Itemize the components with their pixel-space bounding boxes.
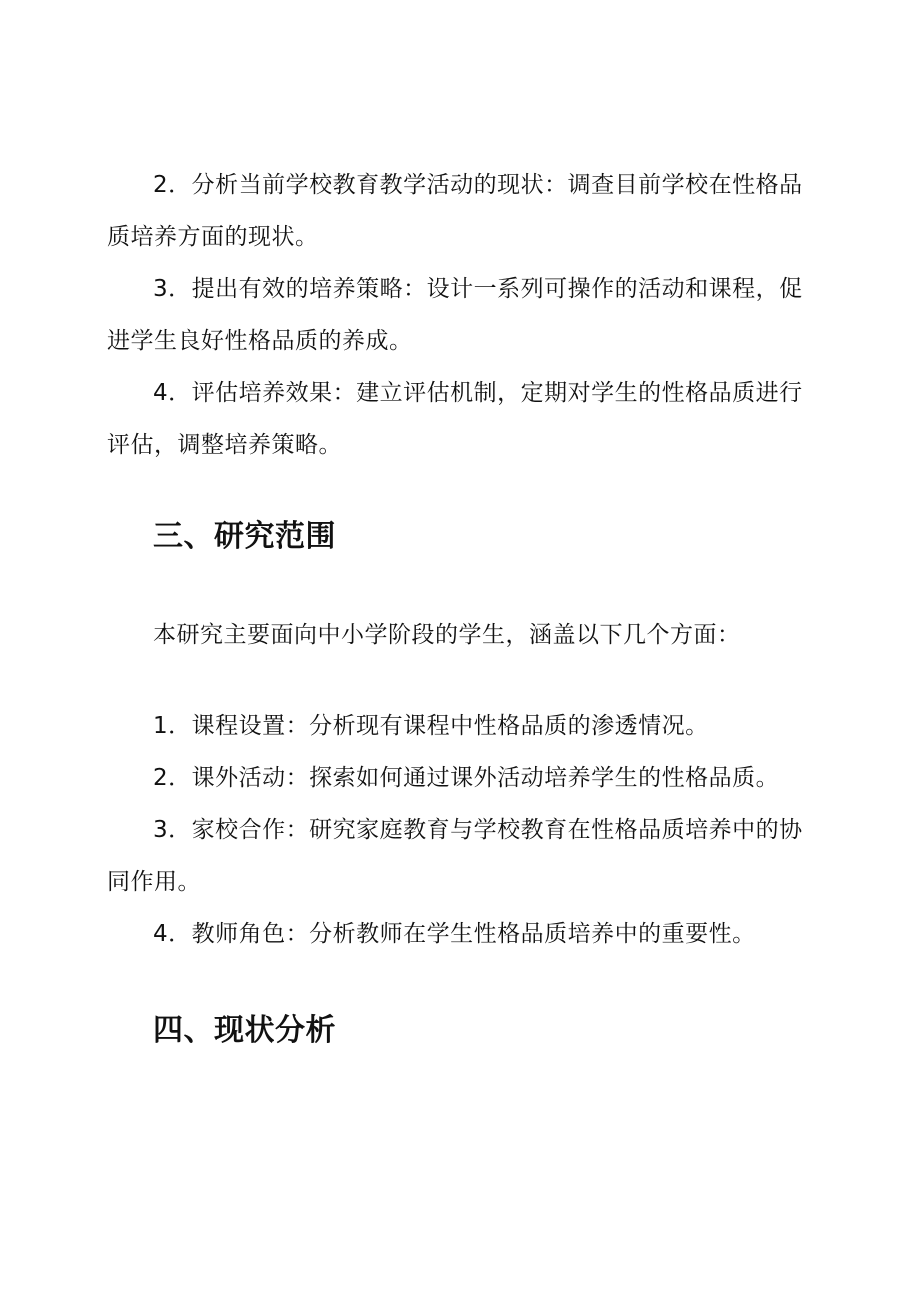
section-intro: 本研究主要面向中小学阶段的学生，涵盖以下几个方面： (153, 622, 741, 648)
scope-item: 1．课程设置：分析现有课程中性格品质的渗透情况。 (153, 713, 709, 739)
scope-item: 2．课外活动：探索如何通过课外活动培养学生的性格品质。 (153, 765, 780, 791)
scope-list (107, 700, 813, 960)
objective-item: 2．分析当前学校教育教学活动的现状：调查目前学校在性格品质培养方面的现状。 (107, 172, 803, 250)
objective-item: 3．提出有效的培养策略：设计一系列可操作的活动和课程，促进学生良好性格品质的养成。 (107, 276, 803, 354)
section-heading-status-analysis: 四、现状分析 (153, 1013, 336, 1048)
section-heading-research-scope: 三、研究范围 (153, 519, 336, 554)
objectives-list (107, 159, 813, 471)
objective-item: 4．评估培养效果：建立评估机制，定期对学生的性格品质进行评估，调整培养策略。 (107, 380, 803, 458)
scope-item: 3．家校合作：研究家庭教育与学校教育在性格品质培养中的协同作用。 (107, 817, 803, 895)
scope-item: 4．教师角色：分析教师在学生性格品质培养中的重要性。 (153, 921, 756, 947)
